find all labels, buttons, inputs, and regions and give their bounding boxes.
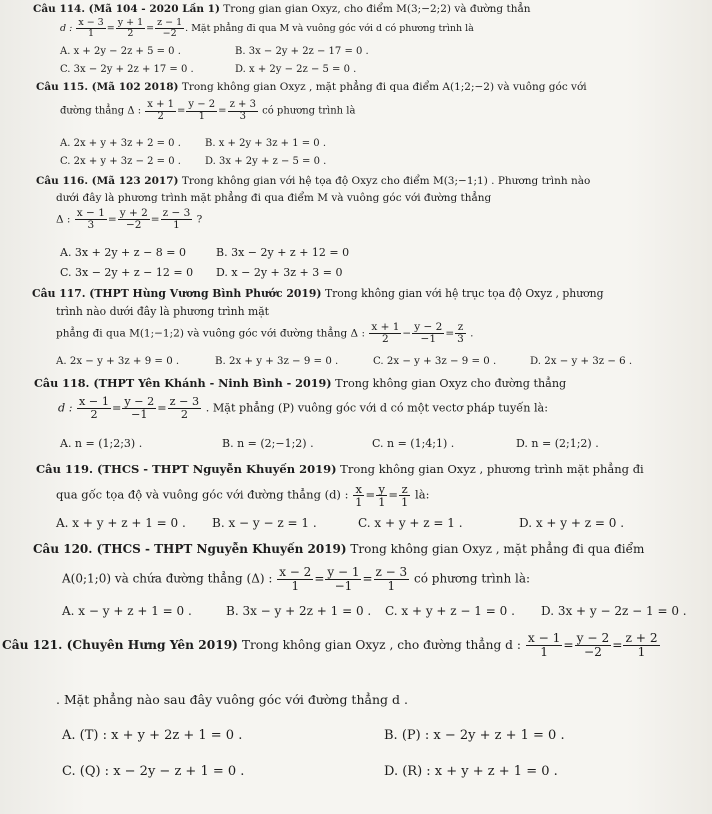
question-text: có phương trình là: <box>410 571 531 586</box>
question-117-text: trình nào dưới đây là phương trình mặt <box>56 305 269 318</box>
denominator: −2 <box>583 644 602 659</box>
option-b[interactable]: B. n = (2;−1;2) . <box>222 437 314 450</box>
denominator: 1 <box>401 495 409 510</box>
option-c[interactable]: C. 3x − 2y + 2z + 17 = 0 . <box>60 64 194 75</box>
question-120-heading <box>33 543 644 555</box>
denominator: 2 <box>180 407 188 421</box>
option-c[interactable]: C. 2x − y + 3z − 9 = 0 . <box>373 356 497 367</box>
option-c[interactable]: C. 3x − 2y + z − 12 = 0 <box>60 266 194 279</box>
question-number: Câu 120. (THCS - THPT Nguyễn Khuyến 2019) <box>33 542 347 556</box>
question-number: Câu 121. (Chuyên Hưng Yên 2019) <box>2 637 238 652</box>
question-text: Trong không gian Oxyz , mặt phẳng đi qua điểm <box>346 542 645 556</box>
numerator: z − 1 <box>157 17 183 28</box>
option-b[interactable]: B. 3x − y + 2z + 1 = 0 . <box>226 604 372 618</box>
question-117-heading <box>32 289 604 300</box>
question-116-line: Δ : $\frac{x - 1}{3}$ = $\frac{y + 2}{-2}$ = $\frac{z - 3}{1}$ ? <box>56 207 203 232</box>
numerator: x − 1 <box>76 207 105 219</box>
fraction <box>623 632 659 659</box>
numerator: z + 2 <box>625 631 658 645</box>
question-text: Trong không gian với hệ trục tọa độ Oxyz , phương <box>321 287 604 300</box>
numerator: y + 1 <box>117 17 144 28</box>
fraction <box>277 566 313 592</box>
numerator: x + 1 <box>371 321 400 333</box>
question-number: Câu 115. (Mã 102 2018) <box>36 81 179 93</box>
fraction <box>75 208 107 231</box>
option-b[interactable]: B. 3x − 2y + 2z − 17 = 0 . <box>235 46 369 57</box>
fraction <box>118 208 150 231</box>
numerator: x − 3 <box>78 17 104 28</box>
question-text: Trong không gian Oxyz cho đường thẳng <box>331 377 567 390</box>
numerator: z − 3 <box>169 395 200 408</box>
denominator: 3 <box>457 333 464 346</box>
line-label: qua gốc tọa độ và vuông góc với đường thẳng (d) : <box>56 487 353 502</box>
numerator: y − 1 <box>327 565 360 579</box>
option-a[interactable]: A. 2x − y + 3z + 9 = 0 . <box>56 356 180 367</box>
denominator: 3 <box>239 110 246 122</box>
line-label: d : <box>60 22 76 34</box>
numerator: z − 3 <box>375 565 408 579</box>
numerator: x − 1 <box>79 395 109 408</box>
question-121-heading: Câu 121. (Chuyên Hưng Yên 2019) Trong không gian Oxyz , cho đường thẳng d : $\frac{x - 1}{1}$ = $\frac{y - 2}{-2}$ = $\frac{z + 2}{1}$ <box>2 631 658 659</box>
question-text: Trong gian gian Oxyz, cho điểm M(3;−2;2) và đường thẳn <box>219 3 531 15</box>
fraction <box>76 18 105 39</box>
fraction <box>325 566 361 592</box>
numerator: y − 2 <box>414 321 443 333</box>
option-b[interactable]: B. 2x + y + 3z − 9 = 0 . <box>215 356 339 367</box>
numerator: x + 1 <box>147 99 175 110</box>
question-115-heading <box>36 82 587 93</box>
numerator: x <box>353 483 364 496</box>
line-label: phẳng đi qua M(1;−1;2) và vuông góc với đường thẳng Δ : <box>56 327 369 340</box>
fraction <box>455 322 466 345</box>
denominator: 2 <box>382 333 389 346</box>
question-number: Câu 117. (THPT Hùng Vương Bình Phước 2019) <box>32 287 322 300</box>
denominator: 2 <box>127 27 134 39</box>
denominator: 1 <box>88 27 95 39</box>
denominator: −2 <box>162 27 177 39</box>
option-b[interactable]: B. x − y − z = 1 . <box>212 516 317 530</box>
question-text: Trong không gian Oxyz , cho đường thẳng d : <box>237 637 525 652</box>
denominator: 1 <box>355 495 363 510</box>
question-text: . <box>466 327 474 340</box>
question-text: Trong không gian Oxyz , phương trình mặt phẳng đi <box>336 462 644 476</box>
denominator: 2 <box>157 110 164 122</box>
denominator: 1 <box>540 644 548 659</box>
numerator: x − 2 <box>279 565 312 579</box>
question-text: . Mặt phẳng (P) vuông góc với d có một vectơ pháp tuyến là: <box>202 401 548 415</box>
option-b[interactable]: B. x + 2y + 3z + 1 = 0 . <box>205 138 327 149</box>
fraction <box>145 100 176 122</box>
option-a[interactable]: A. (T) : x + y + 2z + 1 = 0 . <box>62 728 243 743</box>
numerator: x − 1 <box>527 631 561 645</box>
question-114-heading <box>33 4 531 15</box>
question-121-text: . Mặt phẳng nào sau đây vuông góc với đường thẳng d . <box>56 692 408 707</box>
question-text: Trong không gian với hệ tọa độ Oxyz cho điểm M(3;−1;1) . Phương trình nào <box>178 175 591 187</box>
fraction <box>155 18 184 39</box>
numerator: z + 3 <box>229 99 256 110</box>
question-116-text: dưới đây là phương trình mặt phẳng đi qua điểm M và vuông góc với đường thẳng <box>56 192 492 204</box>
option-b[interactable]: B. (P) : x − 2y + z + 1 = 0 . <box>384 728 565 743</box>
option-d[interactable]: D. 3x + 2y + z − 5 = 0 . <box>205 156 327 167</box>
question-number: Câu 116. (Mã 123 2017) <box>36 175 179 187</box>
line-label: Δ : <box>56 213 74 226</box>
option-d[interactable]: D. x + 2y − 2z − 5 = 0 . <box>235 64 357 75</box>
numerator: y − 2 <box>576 631 610 645</box>
numerator: y − 2 <box>124 395 155 408</box>
option-b[interactable]: B. 3x − 2y + z + 12 = 0 <box>216 246 350 259</box>
denominator: 1 <box>378 495 386 510</box>
fraction <box>376 483 387 508</box>
fraction <box>77 396 111 421</box>
denominator: 3 <box>87 219 95 232</box>
denominator: 1 <box>291 578 300 593</box>
fraction <box>374 566 410 592</box>
line-label: d : <box>58 401 77 415</box>
question-text: là: <box>411 487 430 502</box>
denominator: −1 <box>420 333 436 346</box>
option-c[interactable]: C. 2x + y + 3z − 2 = 0 . <box>60 156 181 167</box>
fraction <box>575 632 612 659</box>
option-d[interactable]: D. x − 2y + 3z + 3 = 0 <box>216 266 343 279</box>
question-119-line: qua gốc tọa độ và vuông góc với đường thẳng (d) : $\frac{x}{1}$ = $\frac{y}{1}$ = $\frac{z}{1}$ là: <box>56 482 430 510</box>
line-label: A(0;1;0) và chứa đường thẳng (Δ) : <box>62 571 277 586</box>
option-a[interactable]: A. x + y + z + 1 = 0 . <box>56 516 186 530</box>
option-c[interactable]: C. x + y + z = 1 . <box>358 516 463 530</box>
fraction <box>186 100 217 122</box>
fraction <box>122 396 156 421</box>
question-115-line: đường thẳng Δ : $\frac{x + 1}{2}$ = $\frac{y - 2}{1}$ = $\frac{z + 3}{3}$ có phương trình là <box>60 99 356 122</box>
line-label: đường thẳng Δ : <box>60 105 145 117</box>
question-number: Câu 118. (THPT Yên Khánh - Ninh Bình - 2019) <box>34 376 332 390</box>
numerator: y <box>376 483 387 496</box>
fraction <box>353 483 364 508</box>
option-a[interactable]: A. n = (1;2;3) . <box>60 437 143 450</box>
option-d[interactable]: D. 3x + y − 2z − 1 = 0 . <box>541 604 687 618</box>
numerator: z − 3 <box>162 207 191 219</box>
option-c[interactable]: C. n = (1;4;1) . <box>372 437 455 450</box>
question-114-line: d : $\frac{x - 3}{1}$ = $\frac{y + 1}{2}$ = $\frac{z - 1}{-2}$ . Mặt phẳng đi qua M và vuông góc với d có phương trình là <box>60 17 474 39</box>
fraction <box>161 208 193 231</box>
denominator: 2 <box>90 407 98 421</box>
question-116-heading <box>36 176 590 187</box>
fraction <box>369 322 401 345</box>
option-c[interactable]: C. x + y + z − 1 = 0 . <box>385 604 515 618</box>
option-a[interactable]: A. 3x + 2y + z − 8 = 0 <box>60 246 186 259</box>
denominator: −1 <box>131 407 148 421</box>
question-text: ? <box>193 213 203 226</box>
question-118-line: d : $\frac{x - 1}{2}$ = $\frac{y - 2}{-1}$ = $\frac{z - 3}{2}$ . Mặt phẳng (P) vuông góc với d có một vectơ pháp tuyến là: <box>58 395 548 421</box>
fraction <box>412 322 444 345</box>
question-117-line: phẳng đi qua M(1;−1;2) và vuông góc với đường thẳng Δ : $\frac{x + 1}{2}$ − $\frac{y - 2}{-1}$ = $\frac{z}{3}$ . <box>56 321 474 346</box>
denominator: 1 <box>387 578 396 593</box>
fraction <box>116 18 145 39</box>
denominator: 1 <box>637 644 646 659</box>
denominator: −2 <box>125 219 142 232</box>
option-d[interactable]: D. x + y + z = 0 . <box>519 516 625 530</box>
numerator: z <box>399 483 410 496</box>
option-c[interactable]: C. (Q) : x − 2y − z + 1 = 0 . <box>62 764 245 779</box>
question-text: . Mặt phẳng đi qua M và vuông góc với d có phương trình là <box>185 22 474 34</box>
option-a[interactable]: A. x + 2y − 2z + 5 = 0 . <box>60 46 181 57</box>
option-a[interactable]: A. x − y + z + 1 = 0 . <box>62 604 192 618</box>
numerator: y − 2 <box>188 99 216 110</box>
option-d[interactable]: D. n = (2;1;2) . <box>516 437 599 450</box>
denominator: 1 <box>198 110 205 122</box>
option-d[interactable]: D. (R) : x + y + z + 1 = 0 . <box>384 764 558 779</box>
denominator: −1 <box>334 578 353 593</box>
question-text: Trong không gian Oxyz , mặt phẳng đi qua điểm A(1;2;−2) và vuông góc với <box>178 81 587 93</box>
numerator: y + 2 <box>119 207 148 219</box>
fraction <box>399 483 410 508</box>
question-118-heading <box>34 378 566 389</box>
option-d[interactable]: D. 2x − y + 3z − 6 . <box>530 356 633 367</box>
fraction <box>526 632 563 659</box>
question-120-line: A(0;1;0) và chứa đường thẳng (Δ) : $\frac{x - 2}{1}$ = $\frac{y - 1}{-1}$ = $\frac{z - 3}{1}$ có phương trình là: <box>62 565 531 593</box>
question-119-heading <box>36 464 644 476</box>
question-number: Câu 119. (THCS - THPT Nguyễn Khuyến 2019) <box>36 462 337 476</box>
fraction <box>228 100 258 122</box>
numerator: z <box>455 322 466 334</box>
denominator: 1 <box>173 219 180 232</box>
question-text: có phương trình là <box>258 105 356 117</box>
option-a[interactable]: A. 2x + y + 3z + 2 = 0 . <box>60 138 181 149</box>
question-number: Câu 114. (Mã 104 - 2020 Lần 1) <box>33 3 220 15</box>
fraction <box>168 396 202 421</box>
